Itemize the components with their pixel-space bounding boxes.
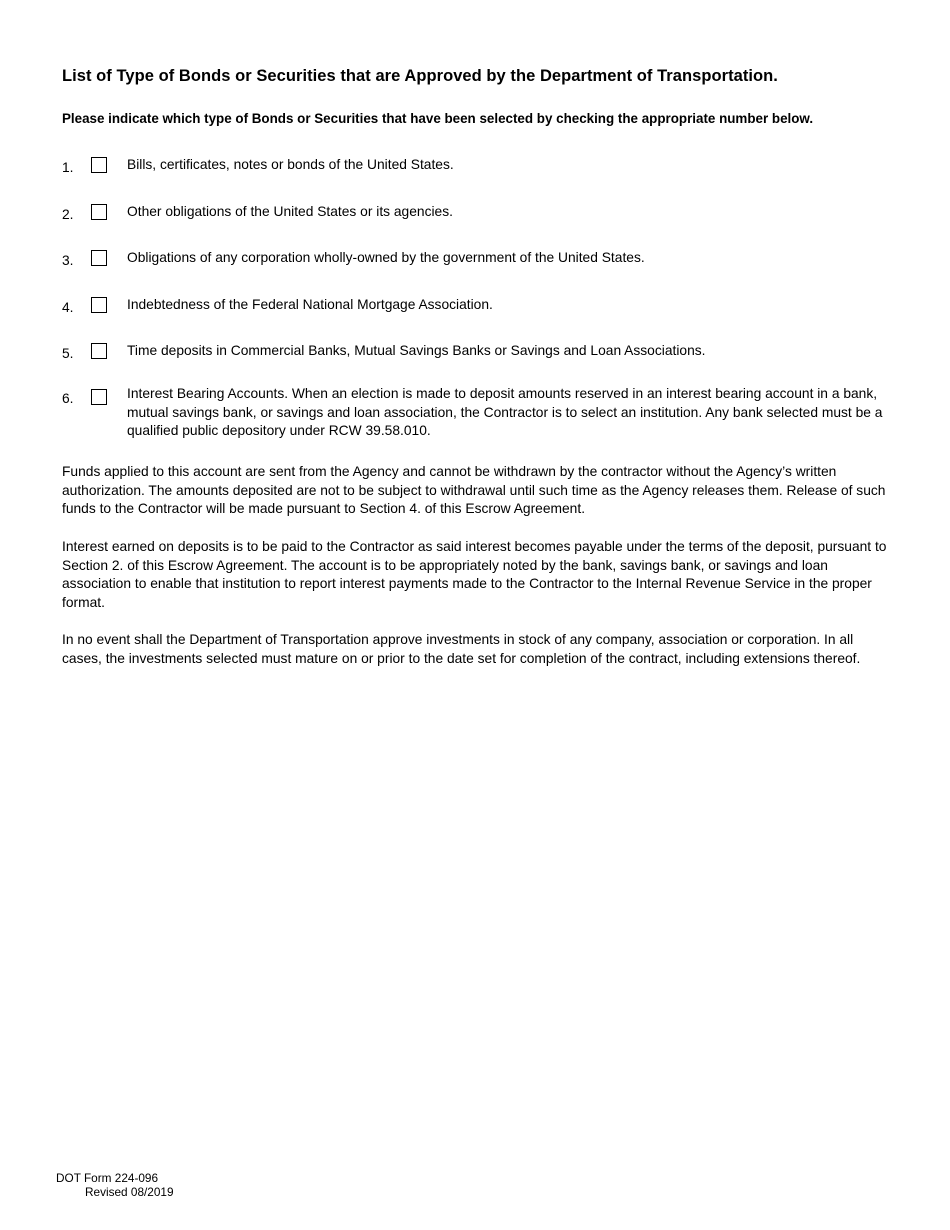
option-number: 6.	[62, 391, 74, 406]
footer-revised-date: Revised 08/2019	[85, 1185, 174, 1199]
option-text: Obligations of any corporation wholly-owned by the government of the United States.	[127, 250, 645, 265]
option-number: 4.	[62, 300, 74, 315]
instruction-text: Please indicate which type of Bonds or Securities that have been selected by checking the appropriate number below.	[62, 111, 814, 126]
option-number: 2.	[62, 207, 74, 222]
option-checkbox-1[interactable]	[91, 157, 107, 173]
paragraph-interest: Interest earned on deposits is to be paid to the Contractor as said interest becomes payable under the terms of the deposit, pursuant to Section 2. of this Escrow Agreement. The account is to be appropriately noted by the bank, savings bank, or savings and loan association to enable that institution to report interest payments made to the Contractor to the Internal Revenue Service in the proper format.	[62, 539, 887, 610]
option-number: 5.	[62, 346, 74, 361]
option-checkbox-4[interactable]	[91, 297, 107, 313]
option-checkbox-5[interactable]	[91, 343, 107, 359]
paragraph-stock: In no event shall the Department of Transportation approve investments in stock of any company, association or corporation. In all cases, the investments selected must mature on or prior to the date set for completion of the contract, including extensions thereof.	[62, 632, 861, 666]
option-number: 1.	[62, 160, 74, 175]
option-text: Interest Bearing Accounts. When an election is made to deposit amounts reserved in an interest bearing account in a bank, mutual savings bank, or savings and loan association, the Contractor is to select an institution. Any bank selected must be a qualified public depository under RCW 39.58.010.	[127, 386, 883, 439]
paragraph-funds: Funds applied to this account are sent from the Agency and cannot be withdrawn by the contractor without the Agency’s written authorization. The amounts deposited are not to be subject to withdrawal until such time as the Agency releases them. Release of such funds to the Contractor will be made pursuant to Section 4. of this Escrow Agreement.	[62, 464, 886, 517]
option-text: Time deposits in Commercial Banks, Mutual Savings Banks or Savings and Loan Associations.	[127, 343, 706, 358]
option-checkbox-3[interactable]	[91, 250, 107, 266]
option-text: Indebtedness of the Federal National Mortgage Association.	[127, 297, 493, 312]
option-checkbox-2[interactable]	[91, 204, 107, 220]
option-number: 3.	[62, 253, 74, 268]
option-text: Bills, certificates, notes or bonds of the United States.	[127, 157, 454, 172]
page-title: List of Type of Bonds or Securities that are Approved by the Department of Transportation.	[62, 67, 778, 85]
option-text: Other obligations of the United States or its agencies.	[127, 204, 453, 219]
option-checkbox-6[interactable]	[91, 389, 107, 405]
footer-form-number: DOT Form 224-096	[56, 1171, 159, 1185]
